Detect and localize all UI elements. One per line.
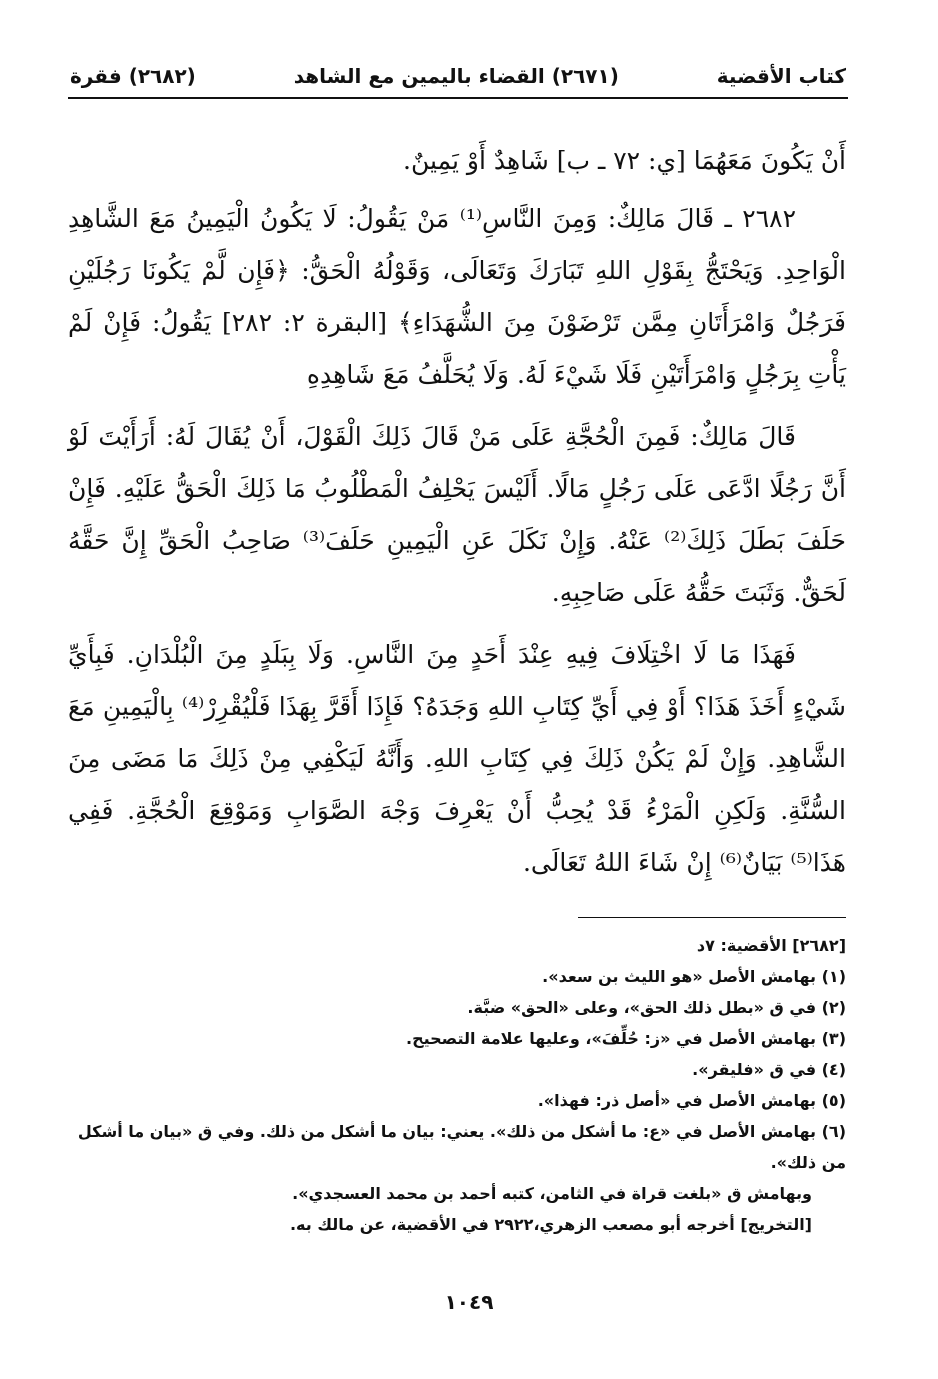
footnote-divider — [578, 917, 846, 918]
header-divider — [68, 97, 848, 99]
footnote-3: (٣) بهامش الأصل في «ز: حُلِّفَ»، وعليها علامة التصحيح. — [406, 1029, 846, 1048]
header-book-title: كتاب الأقضية — [716, 64, 846, 88]
footnote-4: (٤) في ق «فليقر». — [692, 1060, 846, 1079]
page-number: ١٠٤٩ — [444, 1290, 494, 1314]
paragraph-2682: ٢٦٨٢ ـ قَالَ مَالِكٌ: وَمِنَ النَّاسِ⁽¹⁾ مَنْ يَقُولُ: لَا يَكُونُ الْيَمِينُ مَعَ الشَّاهِدِ الْوَاحِدِ. وَيَحْتَجُّ بِقَوْلِ اللهِ تَبَارَكَ وَتَعَالَى، وَقَوْلُهُ الْحَقُّ: ﴿فَإِن لَّمْ يَكُونَا رَجُلَيْنِ فَرَجُلٌ وَامْرَأَتَانِ مِمَّن تَرْضَوْنَ مِنَ الشُّهَدَاءِ﴾ [البقرة ٢: ٢٨٢] يَقُولُ: فَإِنْ لَمْ يَأْتِ بِرَجُلٍ وَامْرَأَتَيْنِ فَلَا شَيْءَ لَهُ. وَلَا يُحَلَّفُ مَعَ شَاهِدِهِ — [68, 204, 847, 389]
running-header — [70, 58, 846, 94]
footnote-5: (٥) بهامش الأصل في «أصل ذر: فهذا». — [537, 1091, 846, 1110]
footnote-margin-note: وبهامش ق «بلغت قراة في الثامن، كتبه أحمد بن محمد العسجدي». — [292, 1184, 812, 1203]
footnote-reference: [٢٦٨٢] الأقضية: ٧د — [696, 936, 846, 955]
footnotes — [70, 930, 846, 1240]
paragraph-malik-argument: قَالَ مَالِكٌ: فَمِنَ الْحُجَّةِ عَلَى مَنْ قَالَ ذَلِكَ الْقَوْلَ، أَنْ يُقَالَ لَهُ: أَرَأَيْتَ لَوْ أَنَّ رَجُلًا ادَّعَى عَلَى رَجُلٍ مَالًا. أَلَيْسَ يَحْلِفُ الْمَطْلُوبُ مَا ذَلِكَ الْحَقُّ عَلَيْهِ. فَإِنْ حَلَفَ بَطَلَ ذَلِكَ⁽²⁾ عَنْهُ. وَإِنْ نَكَلَ عَنِ الْيَمِينِ حَلَفَ⁽³⁾ صَاحِبُ الْحَقِّ إِنَّ حَقَّهُ لَحَقٌّ. وَثَبَتَ حَقُّهُ عَلَى صَاحِبِهِ. — [68, 422, 846, 607]
footnote-6: (٦) بهامش الأصل في «ع: ما أشكل من ذلك». يعني: بيان ما أشكل من ذلك. وفي ق «بيان ما أشكل من ذلك». — [77, 1122, 846, 1172]
paragraph-conclusion: فَهَذَا مَا لَا اخْتِلَافَ فِيهِ عِنْدَ أَحَدٍ مِنَ النَّاسِ. وَلَا بِبَلَدٍ مِنَ الْبُلْدَانِ. فَبِأَيِّ شَيْءٍ أَخَذَ هَذَا؟ أَوْ فِي أَيِّ كِتَابِ اللهِ وَجَدَهُ؟ فَإِذَا أَقَرَّ بِهَذَا فَلْيُقْرِرْ⁽⁴⁾ بِالْيَمِينِ مَعَ الشَّاهِدِ. وَإِنْ لَمْ يَكُنْ ذَلِكَ فِي كِتَابِ اللهِ. وَأَنَّهُ لَيَكْفِي مِنْ ذَلِكَ مَا مَضَى مِنَ السُّنَّةِ. وَلَكِنِ الْمَرْءُ قَدْ يُحِبُّ أَنْ يَعْرِفَ وَجْهَ الصَّوَابِ وَمَوْقِعَ الْحُجَّةِ. فَفِي هَذَا⁽⁵⁾ بَيَانٌ⁽⁶⁾ إِنْ شَاءَ اللهُ تَعَالَى. — [68, 640, 846, 877]
footnote-2: (٢) في ق «بطل ذلك الحق»، وعلى «الحق» ضبَّة. — [467, 998, 846, 1017]
header-chapter-title: (٢٦٧١) القضاء باليمين مع الشاهد — [293, 64, 619, 88]
main-text — [68, 135, 846, 899]
header-paragraph-number: (٢٦٨٢) فقرة — [70, 64, 196, 88]
paragraph-0: أَنْ يَكُونَ مَعَهُمَا [ي: ٧٢ ـ ب] شَاهِدٌ أَوْ يَمِينٌ. — [403, 146, 846, 175]
footnote-takhrij: [التخريج] أخرجه أبو مصعب الزهري،٢٩٢٢ في الأقضية، عن مالك به. — [289, 1215, 812, 1234]
footnote-1: (١) بهامش الأصل «هو الليث بن سعد». — [542, 967, 846, 986]
